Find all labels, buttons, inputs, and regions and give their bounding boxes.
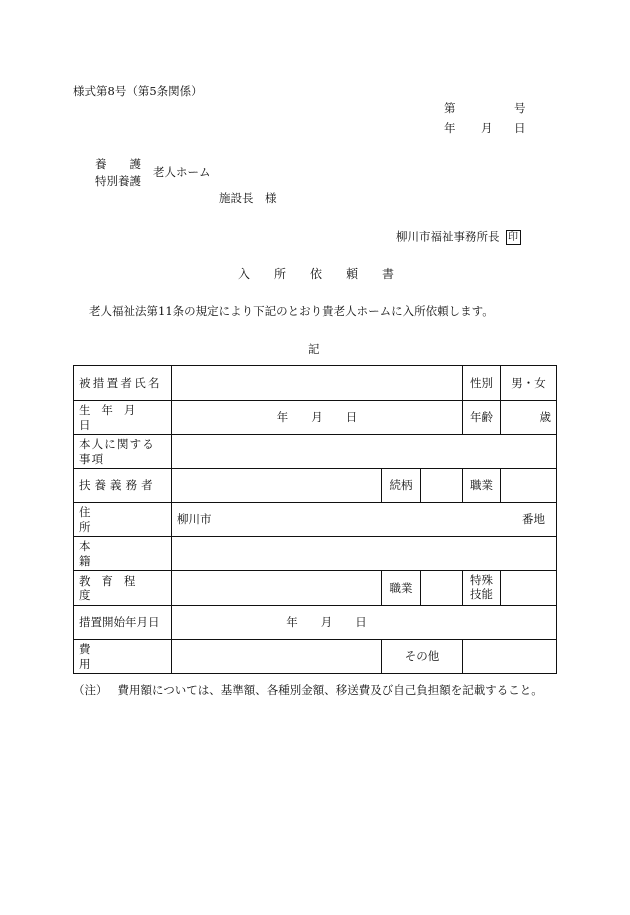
relation-label: 続柄	[382, 469, 421, 503]
addressee-director: 施設長 様	[219, 191, 277, 205]
sex-label: 性別	[463, 366, 501, 401]
note-prefix: （注）	[73, 683, 108, 697]
name-label: 被措置者氏名	[79, 375, 162, 390]
dob-field[interactable]: 年 月 日	[172, 401, 463, 435]
dob-label: 生年月日	[74, 401, 172, 435]
row-education	[74, 571, 557, 606]
addressee-line1: 養 護	[95, 157, 141, 171]
start-field[interactable]: 年 月 日	[172, 606, 557, 640]
job-field-2[interactable]	[421, 571, 463, 606]
request-form-table	[73, 365, 557, 674]
date-day: 日	[514, 121, 526, 135]
date-year: 年	[444, 121, 456, 135]
sender-name: 柳川市福祉事務所長	[396, 229, 500, 244]
addressee-home-type: 老人ホーム	[153, 165, 211, 179]
about-field[interactable]	[172, 435, 557, 469]
address-city: 柳川市	[177, 512, 212, 527]
domicile-label: 本籍	[74, 537, 172, 571]
supporter-field[interactable]	[172, 469, 382, 503]
number-prefix: 第	[444, 101, 456, 115]
addressee-line2: 特別養護	[95, 174, 141, 188]
form-number: 様式第8号（第5条関係）	[73, 84, 203, 98]
education-label: 教育程度	[74, 571, 172, 606]
row-cost	[74, 640, 557, 674]
cost-field[interactable]	[172, 640, 382, 674]
row-supporter	[74, 469, 557, 503]
job-label: 職業	[463, 469, 501, 503]
other-field[interactable]	[463, 640, 557, 674]
relation-field[interactable]	[421, 469, 463, 503]
row-start-date	[74, 606, 557, 640]
job-field[interactable]	[501, 469, 557, 503]
seal-mark: 印	[506, 230, 521, 245]
about-label: 本人に関する事項	[74, 435, 172, 469]
start-label: 措置開始年月日	[74, 606, 172, 640]
address-field[interactable]	[172, 503, 557, 537]
sender-block	[396, 230, 521, 245]
row-address	[74, 503, 557, 537]
document-title: 入 所 依 頼 書	[238, 267, 395, 281]
date-month: 月	[481, 121, 493, 135]
note-text: 費用額については、基準額、各種別金額、移送費及び自己負担額を記載すること。	[117, 683, 543, 697]
sex-options[interactable]: 男・女	[501, 366, 557, 401]
row-name	[74, 366, 557, 401]
number-suffix: 号	[514, 101, 526, 115]
education-field[interactable]	[172, 571, 382, 606]
note	[73, 685, 543, 697]
row-about	[74, 435, 557, 469]
name-label-cell	[74, 366, 172, 401]
domicile-field[interactable]	[172, 537, 557, 571]
other-label: その他	[382, 640, 463, 674]
supporter-label: 扶養義務者	[74, 469, 172, 503]
body-text: 老人福祉法第11条の規定により下記のとおり貴老人ホームに入所依頼します。	[89, 304, 494, 318]
job-label-2: 職業	[382, 571, 421, 606]
age-field[interactable]: 歳	[501, 401, 557, 435]
ki-marker: 記	[308, 342, 320, 356]
skill-field[interactable]	[501, 571, 557, 606]
cost-label: 費用	[74, 640, 172, 674]
address-suffix: 番地	[522, 512, 545, 527]
row-dob	[74, 401, 557, 435]
address-label: 住所	[74, 503, 172, 537]
age-label: 年齢	[463, 401, 501, 435]
row-domicile	[74, 537, 557, 571]
skill-label: 特殊技能	[463, 571, 501, 606]
name-field[interactable]	[172, 366, 463, 401]
